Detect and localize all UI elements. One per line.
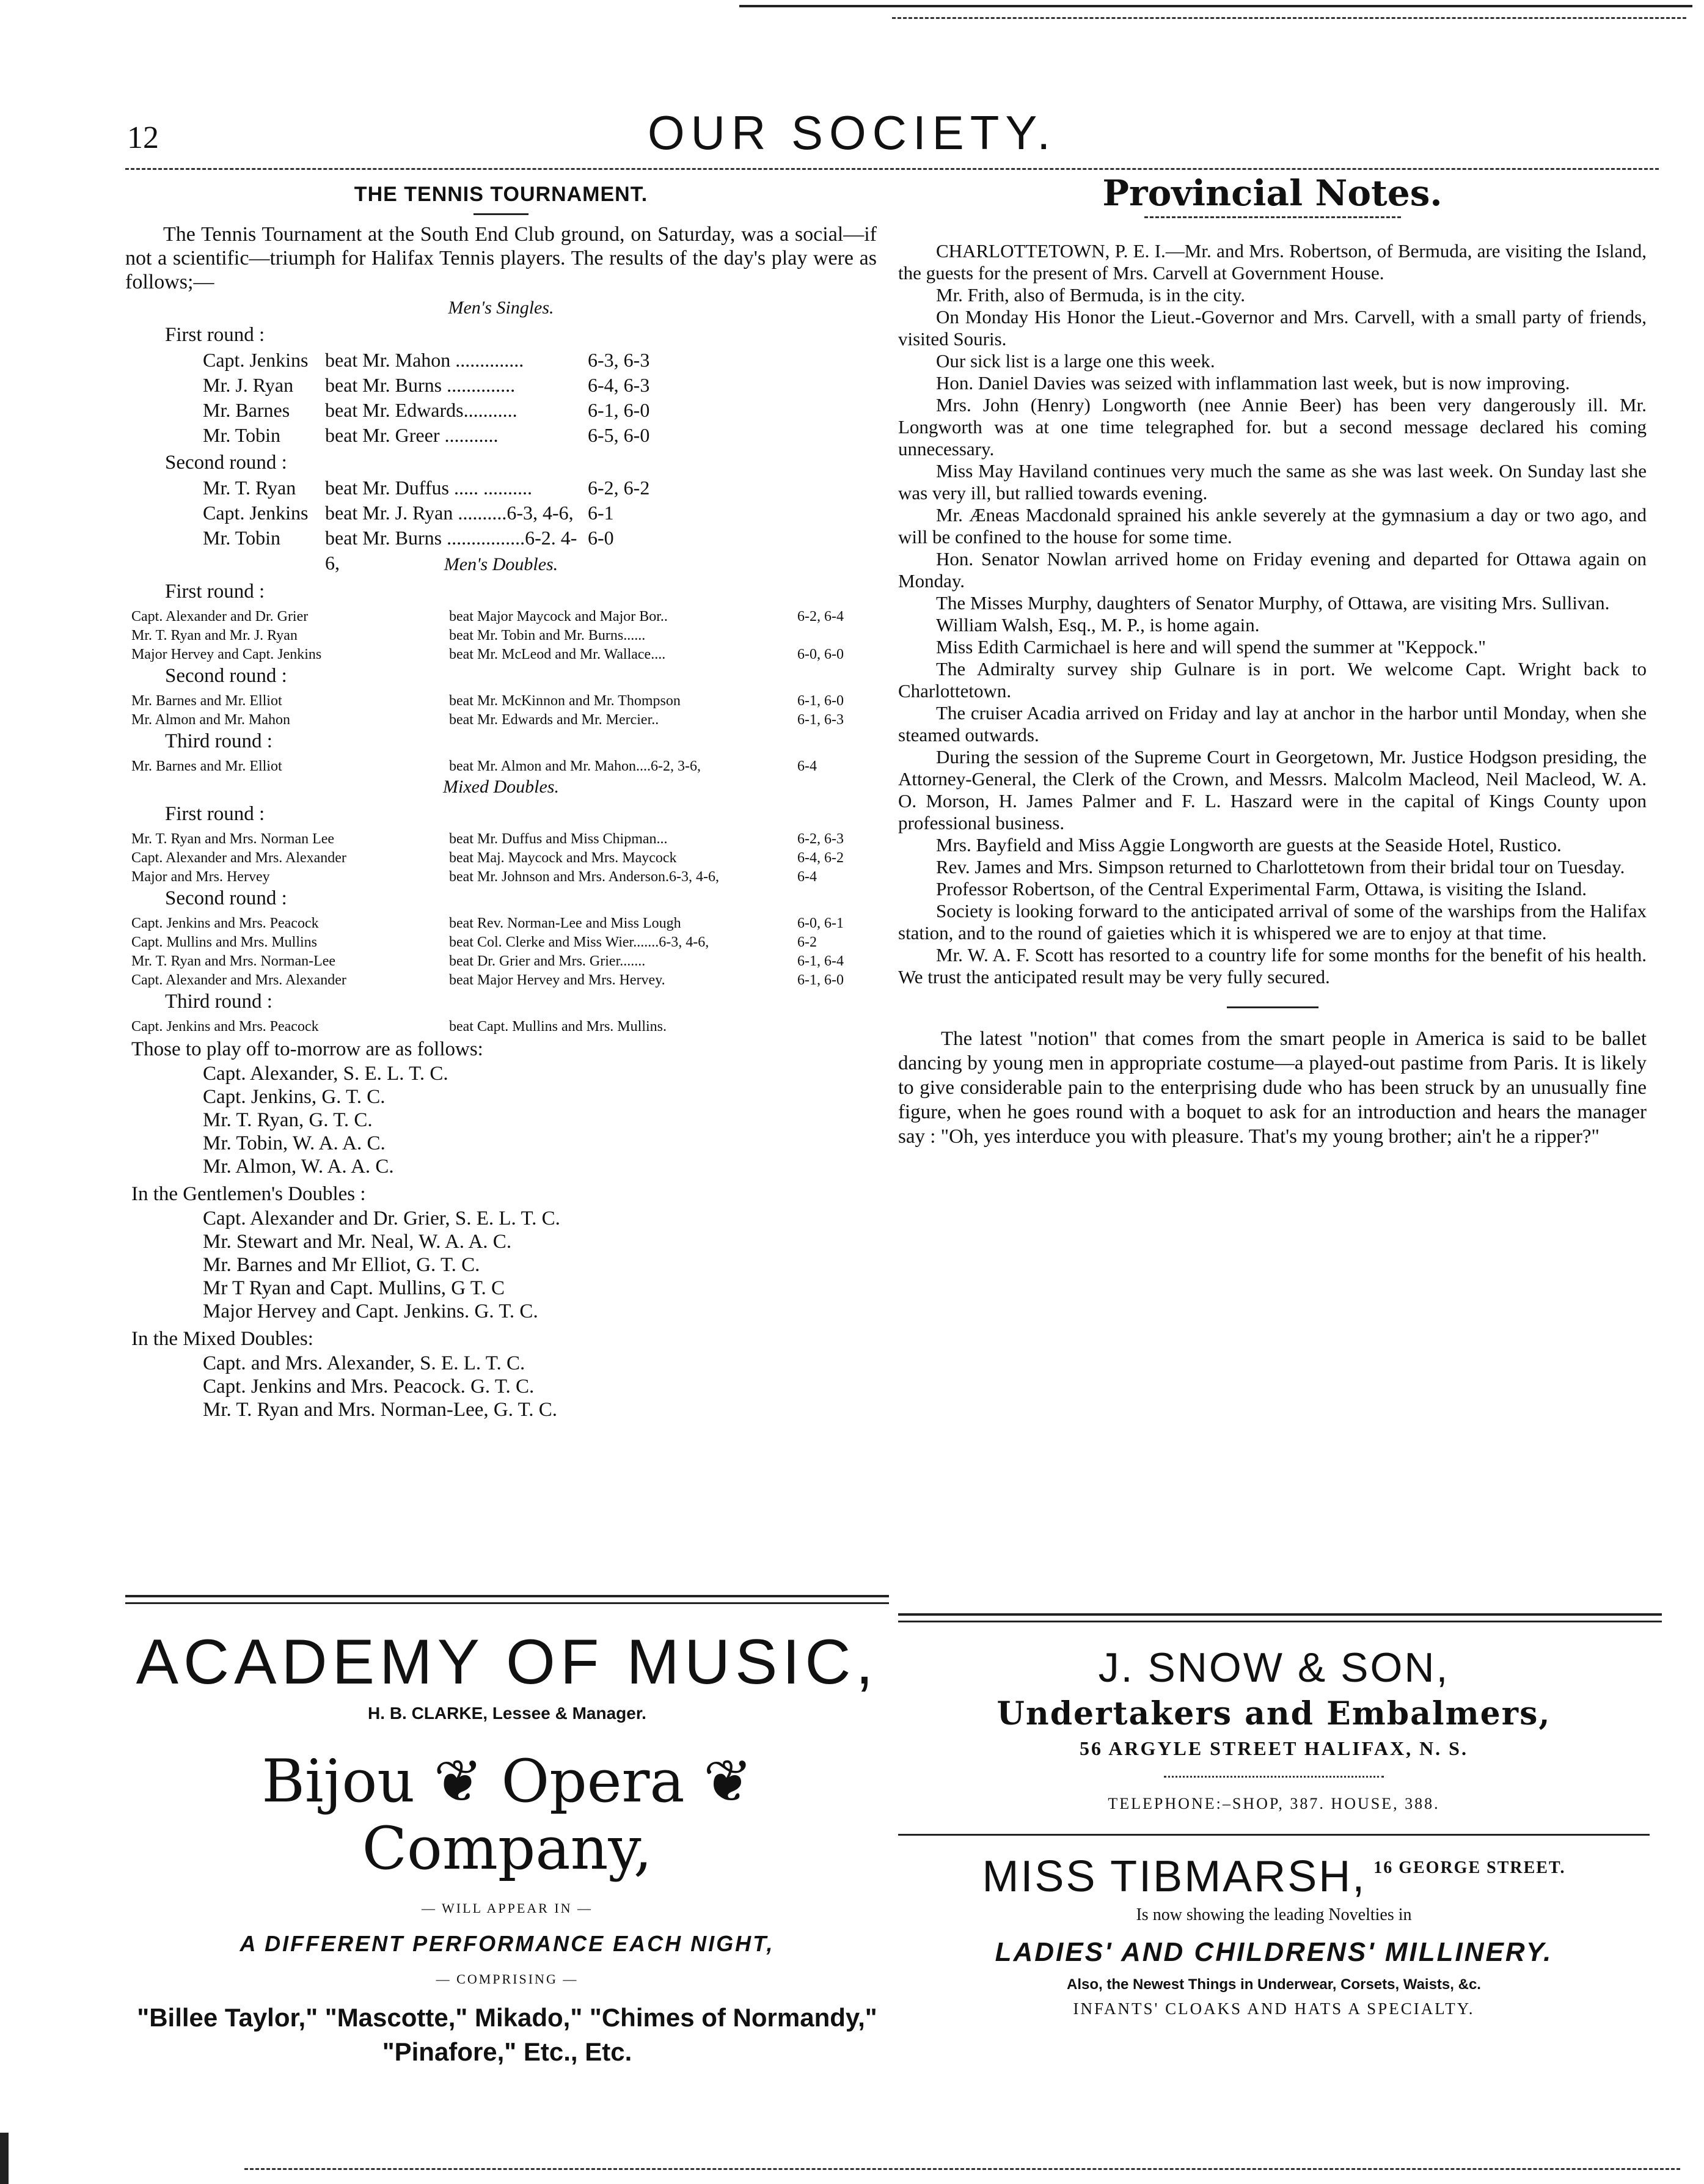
match-score: 6-2, 6-3: [797, 831, 844, 847]
match-row: [125, 423, 877, 448]
academy-manager: H. B. CLARKE, Lessee & Manager.: [368, 1704, 646, 1723]
match-result: beat Col. Clerke and Miss Wier.......6-3, 4-6,: [449, 934, 709, 950]
performance-line: A DIFFERENT PERFORMANCE EACH NIGHT,: [240, 1931, 775, 1956]
round-label: First round :: [165, 324, 265, 346]
tibmarsh-address: 16 GEORGE STREET.: [1373, 1858, 1566, 1877]
note-paragraph: The Misses Murphy, daughters of Senator Murphy, of Ottawa, are visiting Mrs. Sullivan.: [936, 592, 1610, 614]
match-result: beat Mr. McKinnon and Mr. Thompson: [449, 693, 681, 709]
snow-address: 56 ARGYLE STREET HALIFAX, N. S.: [1080, 1737, 1468, 1759]
tibmarsh-divider: [898, 1834, 1650, 1836]
match-result: beat Maj. Maycock and Mrs. Maycock: [449, 850, 677, 866]
playoff-entry: Mr T Ryan and Capt. Mullins, G T. C: [203, 1277, 505, 1299]
opera-company: Bijou ❦ Opera ❦ Company,: [261, 1747, 753, 1883]
match-players: Capt. Jenkins and Mrs. Peacock: [131, 915, 319, 931]
playoff-entry: Mr. T. Ryan, G. T. C.: [203, 1109, 373, 1131]
playoff-entry: Mr. Stewart and Mr. Neal, W. A. A. C.: [203, 1231, 512, 1253]
comprising-line: — COMPRISING —: [436, 1971, 579, 1987]
match-players: Mr. Almon and Mr. Mahon: [131, 712, 291, 728]
shows-line-2: "Pinafore," Etc., Etc.: [382, 2037, 632, 2066]
match-row: [125, 500, 877, 526]
match-result: beat Mr. Tobin and Mr. Burns......: [449, 628, 646, 643]
match-row: [125, 398, 877, 423]
playoff-entry: Capt. and Mrs. Alexander, S. E. L. T. C.: [203, 1352, 525, 1374]
tennis-article: [125, 182, 877, 1421]
match-players: Major Hervey and Capt. Jenkins: [131, 647, 322, 662]
note-paragraph: Society is looking forward to the anticipated arrival of some of the warships from the Halifax station, and to the round of gaieties which it is whispered we are to enjoy at that time.: [898, 900, 1647, 944]
playoff-entry: Mr. Almon, W. A. A. C.: [203, 1156, 394, 1178]
mixed-doubles-second-round: [125, 911, 877, 987]
match-players: Mr. T. Ryan and Mrs. Norman-Lee: [131, 953, 336, 969]
match-players: Capt. Jenkins and Mrs. Peacock: [131, 1019, 319, 1035]
academy-ad: [125, 1625, 889, 2069]
match-score: 6-1, 6-0: [797, 693, 844, 709]
match-score: 6-3, 6-3: [588, 349, 650, 371]
tibmarsh-underwear: Also, the Newest Things in Underwear, Corsets, Waists, &c.: [1067, 1976, 1481, 1993]
title-rule: [474, 213, 528, 215]
masthead-title: OUR SOCIETY.: [647, 106, 1056, 159]
note-paragraph: Professor Robertson, of the Central Experimental Farm, Ottawa, is visiting the Island.: [936, 878, 1587, 900]
mens-doubles-heading: Men's Doubles.: [444, 554, 558, 574]
notes-title-rule: [1144, 216, 1401, 218]
tibmarsh-name: MISS TIBMARSH,: [982, 1852, 1367, 1901]
match-players: Mr. J. Ryan: [203, 374, 294, 396]
match-players: Capt. Jenkins: [203, 502, 309, 524]
notes-body: [898, 240, 1647, 988]
match-score: 6-1, 6-0: [588, 399, 650, 421]
top-rule: [739, 5, 1692, 7]
match-players: Capt. Mullins and Mrs. Mullins: [131, 934, 318, 950]
corner-mark: [0, 2133, 9, 2184]
match-result: beat Capt. Mullins and Mrs. Mullins.: [449, 1019, 667, 1035]
match-players: Mr. T. Ryan and Mr. J. Ryan: [131, 628, 298, 643]
note-paragraph: Mr. W. A. F. Scott has resorted to a country life for some months for the benefit of his health. We trust the anticipated result may be very fully secured.: [898, 944, 1647, 988]
match-players: Capt. Jenkins: [203, 349, 309, 371]
match-row: [125, 930, 877, 949]
match-score: 6-0, 6-1: [797, 915, 844, 931]
match-row: [125, 708, 877, 727]
match-players: Mr. Barnes and Mr. Elliot: [131, 758, 282, 774]
notion-paragraph: The latest "notion" that comes from the smart people in America is said to be ballet dancing by young men in appropriate costume—a played-out pastime from Paris. It is likely to give considerable pain to the enterprising dude who has been struck by an unusually fine figure, when he goes round with a boquet to ask for an introduction and hears the manager say : "Oh, yes interduce you with pleasure. That's my young brother; ain't he a ripper?": [898, 1028, 1647, 1148]
mens-doubles-first-round: [125, 604, 877, 661]
ad-divider-left: [125, 1595, 889, 1597]
match-result: beat Rev. Norman-Lee and Miss Lough: [449, 915, 681, 931]
bottom-dash-rule: [244, 2168, 1680, 2170]
tibmarsh-infants: INFANTS' CLOAKS AND HATS A SPECIALTY.: [1073, 1999, 1475, 2018]
note-paragraph: Mr. Frith, also of Bermuda, is in the city.: [936, 284, 1245, 306]
match-result: beat Mr. Johnson and Mrs. Anderson.6-3, 4-6,: [449, 869, 719, 885]
round-label: Second round :: [165, 665, 287, 687]
match-row: [125, 846, 877, 865]
mixed-doubles-heading: Mixed Doubles.: [443, 777, 559, 797]
match-players: Mr. T. Ryan: [203, 477, 296, 499]
match-result: beat Mr. Burns ..............: [325, 374, 516, 396]
match-result: beat Mr. Edwards...........: [325, 399, 517, 421]
shows-line: "Billee Taylor," "Mascotte," Mikado," "Chimes of Normandy,": [137, 2003, 877, 2032]
will-appear: — WILL APPEAR IN —: [421, 1900, 593, 1916]
match-row: [125, 827, 877, 846]
match-score: 6-1, 6-0: [797, 972, 844, 988]
tennis-intro: The Tennis Tournament at the South End Club ground, on Saturday, was a social—if not a scientific—triumph for Halifax Tennis players. The results of the day's play were as follows;—: [125, 223, 877, 293]
playoff-entry: Major Hervey and Capt. Jenkins. G. T. C.: [203, 1300, 538, 1322]
match-score: 6-1, 6-4: [797, 953, 844, 969]
playoff-heading: Those to play off to-morrow are as follows:: [131, 1038, 483, 1060]
round-label: Second round :: [165, 887, 287, 909]
match-players: Capt. Alexander and Mrs. Alexander: [131, 850, 346, 866]
match-score: 6-2, 6-2: [588, 477, 650, 499]
match-result: beat Major Maycock and Major Bor..: [449, 609, 668, 625]
match-row: [125, 642, 877, 661]
match-score: 6-2, 6-4: [797, 609, 844, 625]
playoff-entry: Mr. Tobin, W. A. A. C.: [203, 1132, 386, 1154]
note-paragraph: Hon. Senator Nowlan arrived home on Friday evening and departed for Ottawa again on Monday.: [898, 548, 1647, 592]
page-number: 12: [127, 120, 159, 155]
note-paragraph: The Admiralty survey ship Gulnare is in port. We welcome Capt. Wright back to Charlottetown.: [898, 658, 1647, 702]
match-result: beat Mr. McLeod and Mr. Wallace....: [449, 647, 666, 662]
note-paragraph: Hon. Daniel Davies was seized with inflammation last week, but is now improving.: [936, 372, 1570, 394]
masthead-rule: [125, 168, 1659, 170]
match-row: [125, 604, 877, 623]
round-label: First round :: [165, 581, 265, 603]
match-row: [125, 754, 877, 773]
tibmarsh-millinery: LADIES' AND CHILDRENS' MILLINERY.: [995, 1937, 1553, 1967]
ad-divider-right: [898, 1613, 1662, 1616]
match-players: Mr. Tobin: [203, 527, 280, 549]
note-paragraph: On Monday His Honor the Lieut.-Governor and Mrs. Carvell, with a small party of friends, visited Souris.: [898, 306, 1647, 350]
note-paragraph: Miss May Haviland continues very much the same as she was last week. On Sunday last she was very ill, but rallied towards evening.: [898, 460, 1647, 504]
match-score: 6-1, 6-3: [797, 712, 844, 728]
match-players: Major and Mrs. Hervey: [131, 869, 270, 885]
match-row: [125, 373, 877, 398]
playoff-doubles-list: [125, 1207, 877, 1323]
note-paragraph: Mr. Æneas Macdonald sprained his ankle severely at the gymnasium a day or two ago, and will be confined to the house for some time.: [898, 504, 1647, 548]
playoff-entry: Mr. T. Ryan and Mrs. Norman-Lee, G. T. C.: [203, 1399, 558, 1421]
match-players: Mr. Tobin: [203, 424, 280, 446]
snow-trade: Undertakers and Embalmers,: [996, 1695, 1551, 1732]
mixed-doubles-first-round: [125, 827, 877, 884]
match-result: beat Dr. Grier and Mrs. Grier.......: [449, 953, 646, 969]
note-paragraph: Mrs. Bayfield and Miss Aggie Longworth are guests at the Seaside Hotel, Rustico.: [936, 834, 1562, 856]
playoff-doubles-heading: In the Gentlemen's Doubles :: [131, 1183, 366, 1205]
match-score: 6-0, 6-0: [797, 647, 844, 662]
snow-telephone: TELEPHONE:–SHOP, 387. HOUSE, 388.: [1108, 1795, 1440, 1812]
match-row: [125, 623, 877, 642]
match-row: [125, 949, 877, 968]
mixed-doubles-third-round: [125, 1014, 877, 1033]
notes-separator: [1227, 1006, 1318, 1008]
playoff-entry: Capt. Alexander and Dr. Grier, S. E. L. T. C.: [203, 1207, 560, 1229]
match-score: 6-4: [797, 869, 817, 885]
round-label: Third round :: [165, 991, 272, 1013]
match-score: 6-1: [588, 502, 614, 524]
note-paragraph: Our sick list is a large one this week.: [936, 350, 1215, 372]
match-row: [125, 1014, 877, 1033]
match-result: beat Mr. Duffus and Miss Chipman...: [449, 831, 668, 847]
round-label: Third round :: [165, 730, 272, 752]
mens-singles-heading: Men's Singles.: [448, 298, 554, 318]
match-result: beat Mr. Burns ................6-2. 4-6,: [325, 527, 577, 574]
match-result: beat Mr. Duffus ..... ..........: [325, 477, 532, 499]
tennis-title: THE TENNIS TOURNAMENT.: [354, 183, 648, 206]
match-row: [125, 689, 877, 708]
match-result: beat Mr. Greer ...........: [325, 424, 499, 446]
mens-doubles-third-round: [125, 754, 877, 773]
playoff-entry: Capt. Alexander, S. E. L. T. C.: [203, 1063, 448, 1085]
match-score: 6-2: [797, 934, 817, 950]
match-players: Capt. Alexander and Mrs. Alexander: [131, 972, 346, 988]
match-row: [125, 865, 877, 884]
match-row: [125, 348, 877, 373]
match-row: [125, 968, 877, 987]
ad-divider-left-2: [125, 1602, 889, 1604]
match-row: [125, 475, 877, 500]
match-score: 6-5, 6-0: [588, 424, 650, 446]
match-result: beat Mr. Edwards and Mr. Mercier..: [449, 712, 659, 728]
note-paragraph: The cruiser Acadia arrived on Friday and lay at anchor in the harbor until Monday, when she steamed outwards.: [898, 702, 1647, 746]
match-players: Mr. T. Ryan and Mrs. Norman Lee: [131, 831, 335, 847]
playoff-entry: Capt. Jenkins and Mrs. Peacock. G. T. C.: [203, 1376, 535, 1398]
note-paragraph: CHARLOTTETOWN, P. E. I.—Mr. and Mrs. Robertson, of Bermuda, are visiting the Island, the guests for the present of Mrs. Carvell at Government House.: [898, 240, 1647, 284]
match-players: Mr. Barnes and Mr. Elliot: [131, 693, 282, 709]
tibmarsh-heading: [898, 1852, 1650, 1902]
match-score: 6-0: [588, 527, 614, 549]
match-score: 6-4, 6-3: [588, 374, 650, 396]
note-paragraph: William Walsh, Esq., M. P., is home again.: [936, 614, 1260, 636]
playoff-mixed-heading: In the Mixed Doubles:: [131, 1328, 313, 1350]
snow-ad: [898, 1644, 1650, 2018]
match-result: beat Mr. Mahon ..............: [325, 349, 524, 371]
match-players: Mr. Barnes: [203, 399, 290, 421]
match-result: beat Major Hervey and Mrs. Hervey.: [449, 972, 665, 988]
provincial-notes: [898, 172, 1647, 1149]
note-paragraph: Miss Edith Carmichael is here and will spend the summer at "Keppock.": [936, 636, 1486, 658]
notes-title: Provincial Notes.: [1102, 172, 1443, 214]
match-result: beat Mr. Almon and Mr. Mahon....6-2, 3-6,: [449, 758, 701, 774]
note-paragraph: During the session of the Supreme Court in Georgetown, Mr. Justice Hodgson presiding, the Attorney-General, the Clerk of the Crown, and Messrs. Malcolm Macleod, Neil Macleod, W. A. O. Morson, H. James Palmer and F. L. Haszard were in the capital of Kings County upon professional business.: [898, 746, 1647, 834]
round-label: First round :: [165, 803, 265, 825]
note-paragraph: Rev. James and Mrs. Simpson returned to Charlottetown from their bridal tour on Tuesday.: [936, 856, 1625, 878]
tibmarsh-line1: Is now showing the leading Novelties in: [1136, 1905, 1412, 1924]
mens-doubles-second-round: [125, 689, 877, 727]
match-players: Capt. Alexander and Dr. Grier: [131, 609, 309, 625]
academy-title: ACADEMY OF MUSIC,: [136, 1627, 879, 1698]
match-score: 6-4, 6-2: [797, 850, 844, 866]
top-dash-rule: [892, 17, 1686, 19]
mens-singles-first-round: [125, 348, 877, 448]
ad-divider-right-2: [898, 1621, 1662, 1622]
playoff-entry: Mr. Barnes and Mr Elliot, G. T. C.: [203, 1254, 480, 1276]
note-paragraph: Mrs. John (Henry) Longworth (nee Annie Beer) has been very dangerously ill. Mr. Longworth was at one time telegraphed for. but a second message declared his coming unnecessary.: [898, 394, 1647, 460]
round-label: Second round :: [165, 452, 287, 474]
snow-rule: [1164, 1776, 1384, 1778]
match-result: beat Mr. J. Ryan ..........6-3, 4-6,: [325, 502, 574, 524]
playoff-entry: Capt. Jenkins, G. T. C.: [203, 1086, 386, 1108]
snow-name: J. SNOW & SON,: [1098, 1644, 1450, 1691]
match-row: [125, 911, 877, 930]
match-score: 6-4: [797, 758, 817, 774]
playoff-mixed-list: [125, 1352, 877, 1421]
playoff-singles-list: [125, 1062, 877, 1178]
